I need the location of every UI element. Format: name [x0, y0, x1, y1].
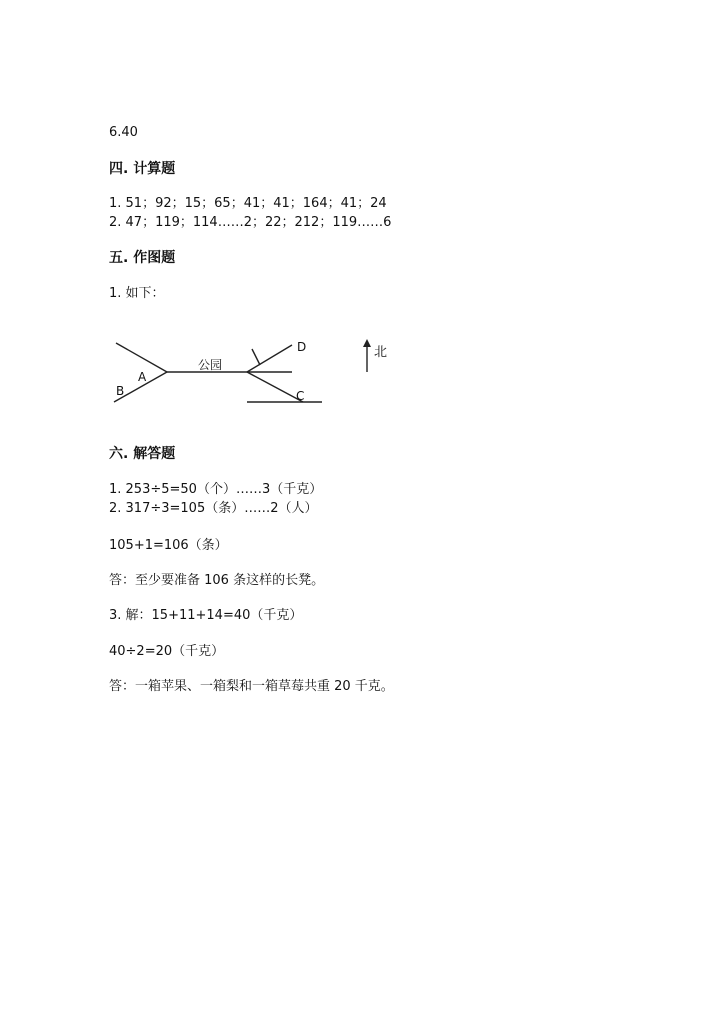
- label-north: 北: [374, 345, 388, 360]
- drawing-intro: 1. 如下：: [109, 286, 165, 301]
- solution-q2-answer: 答：至少要准备 106 条这样的长凳。: [109, 573, 325, 588]
- solution-q3-calc: 40÷2=20（千克）: [109, 644, 225, 659]
- calc-answer-line-1: 1. 51；92；15；65；41；41；164；41；24: [109, 196, 387, 211]
- line-a-upper: [116, 343, 167, 372]
- section-heading-calculation: 四. 计算题: [109, 161, 176, 177]
- previous-answer: 6.40: [109, 125, 138, 140]
- label-park: 公园: [198, 358, 223, 372]
- solution-q2-calc: 105+1=106（条）: [109, 538, 228, 553]
- solution-q3-answer: 答：一箱苹果、一箱梨和一箱草莓共重 20 千克。: [109, 679, 394, 694]
- label-a: A: [138, 370, 147, 384]
- north-arrow-head: [363, 339, 371, 347]
- line-d: [247, 345, 292, 372]
- label-c: C: [296, 389, 305, 403]
- label-b: B: [116, 384, 125, 398]
- section-heading-solutions: 六. 解答题: [109, 446, 176, 462]
- line-short: [252, 349, 260, 365]
- map-diagram: [100, 330, 420, 412]
- label-d: D: [297, 340, 307, 354]
- solution-q1: 1. 253÷5=50（个）……3（千克）: [109, 482, 323, 497]
- calc-answer-line-2: 2. 47；119；114……2；22；212；119……6: [109, 215, 392, 230]
- solution-q3: 3. 解：15+11+14=40（千克）: [109, 608, 303, 623]
- line-c: [247, 372, 303, 402]
- section-heading-drawing: 五. 作图题: [109, 250, 176, 266]
- solution-q2: 2. 317÷3=105（条）……2（人）: [109, 501, 318, 516]
